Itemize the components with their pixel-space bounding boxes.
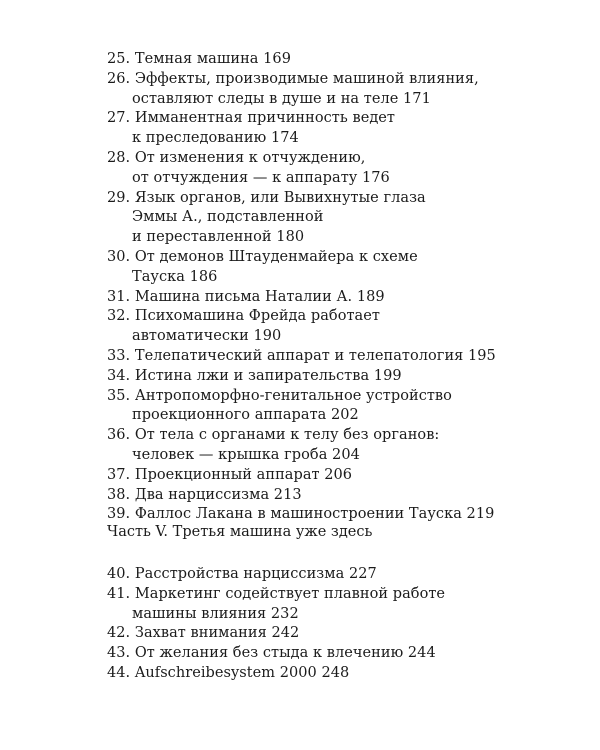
- toc-entry-title: 42. Захват внимания 242: [107, 625, 300, 642]
- toc-entry: [107, 189, 577, 248]
- toc-entry-continuation: от отчуждения — к аппарату 176: [132, 169, 390, 186]
- toc-entry-continuation: и переставленной 180: [132, 229, 305, 246]
- toc-entry-continuation: проекционного аппарата 202: [132, 407, 359, 424]
- toc-entry-title: 41. Маркетинг содействует плавной работе: [107, 585, 446, 602]
- toc-entry-continuation: оставляют следы в душе и на теле 171: [132, 90, 431, 107]
- toc-entry-title: 31. Машина письма Наталии А. 189: [107, 288, 385, 305]
- toc-entry: [107, 347, 577, 367]
- toc-entry: [107, 367, 577, 387]
- toc-entry-continuation: человек — крышка гроба 204: [132, 446, 360, 463]
- toc-entry: [107, 387, 577, 427]
- toc-entry: [107, 644, 577, 664]
- toc-entry-title: 44. Aufschreibesystem 2000 248: [107, 664, 350, 681]
- toc-entry-title: 27. Имманентная причинность ведет: [107, 110, 396, 127]
- toc-entry-title: 25. Темная машина 169: [107, 51, 291, 67]
- toc-entry-continuation: Эммы А., подставленной: [132, 209, 324, 226]
- toc-entry: [107, 50, 577, 70]
- toc-entry: [107, 307, 577, 347]
- toc-entry-title: 36. От тела с органами к телу без органов:: [107, 427, 440, 444]
- toc-entry-title: 33. Телепатический аппарат и телепатология 195: [107, 347, 496, 364]
- toc-entry-title: 37. Проекционный аппарат 206: [107, 466, 353, 483]
- toc-entry: [107, 585, 577, 625]
- toc-entry-title: 40. Расстройства нарциссизма 227: [107, 566, 377, 582]
- toc-entry: [107, 288, 577, 308]
- toc-entry-title: 28. От изменения к отчуждению,: [107, 149, 366, 166]
- toc-entry-title: 38. Два нарциссизма 213: [107, 486, 302, 503]
- toc-entry-title: 35. Антропоморфно-генитальное устройство: [107, 387, 452, 404]
- toc-entry: [107, 466, 577, 486]
- toc-entry: [107, 486, 577, 506]
- toc-entry-title: 32. Психомашина Фрейда работает: [107, 308, 380, 325]
- toc-entry: [107, 664, 577, 684]
- toc-list-part-5: [107, 565, 577, 684]
- toc-list-part-4: [107, 50, 577, 525]
- toc-entry-continuation: автоматически 190: [132, 328, 282, 345]
- toc-entry-title: 29. Язык органов, или Вывихнутые глаза: [107, 189, 426, 206]
- toc-entry-title: 43. От желания без стыда к влечению 244: [107, 645, 436, 662]
- toc-entry-title: 26. Эффекты, производимые машиной влияния,: [107, 70, 479, 87]
- toc-entry: [107, 565, 577, 585]
- toc-entry-continuation: Тауска 186: [132, 268, 218, 285]
- toc-entry: [107, 149, 577, 189]
- toc-entry: [107, 109, 577, 149]
- toc-entry: [107, 624, 577, 644]
- toc-entry-continuation: машины влияния 232: [132, 605, 299, 622]
- toc-entry-title: 34. Истина лжи и запирательства 199: [107, 367, 402, 384]
- toc-entry: [107, 70, 577, 110]
- toc-entry: [107, 426, 577, 466]
- toc-entry-title: 30. От демонов Штауденмайера к схеме: [107, 248, 418, 265]
- toc-entry: [107, 248, 577, 288]
- part-heading: Часть V. Третья машина уже здесь: [107, 524, 373, 540]
- toc-entry-continuation: к преследованию 174: [132, 130, 299, 147]
- toc-entry-title: 39. Фаллос Лакана в машиностроении Тауска 219: [107, 506, 495, 523]
